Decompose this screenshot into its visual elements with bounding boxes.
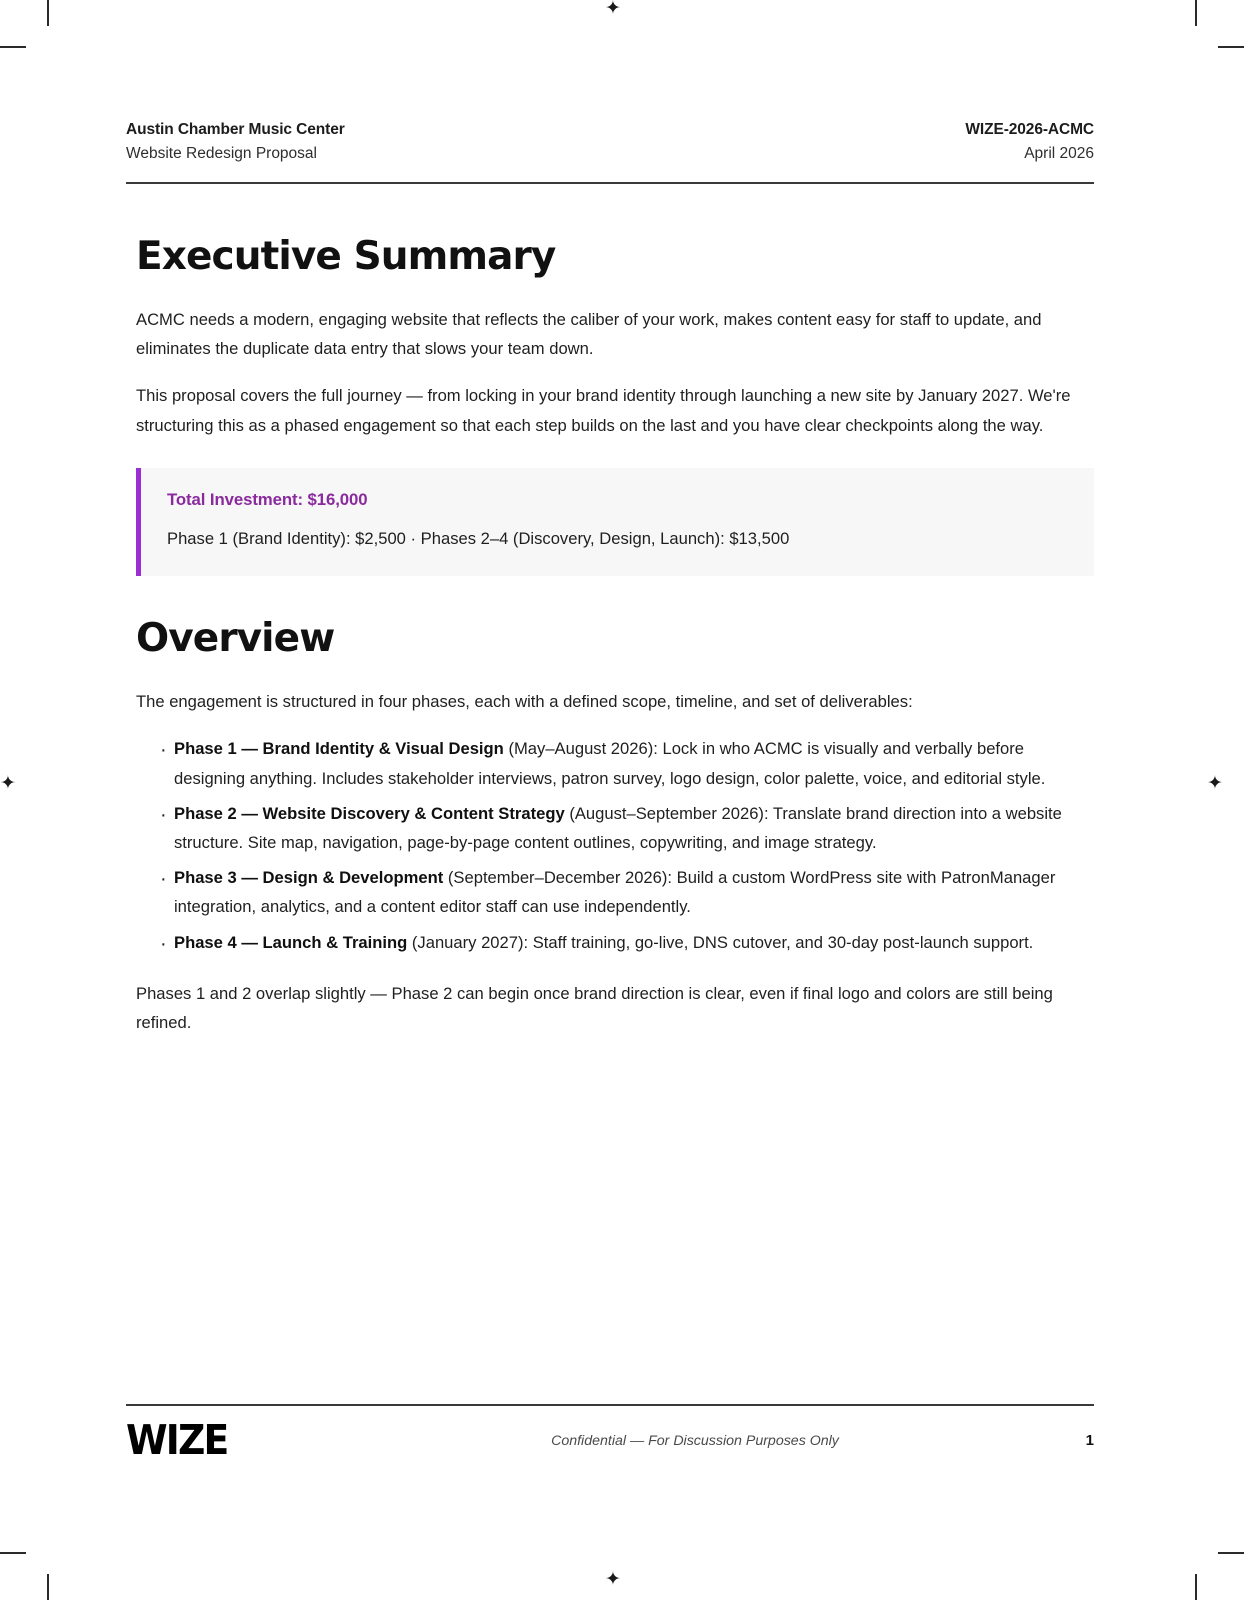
callout-title-total-investment: Total Investment: $16,000 xyxy=(167,489,368,509)
registration-mark-top: ✦ xyxy=(605,0,621,19)
document-subtitle: Website Redesign Proposal xyxy=(126,145,317,163)
phase-2-label: Phase 2 — Website Discovery & Content Strategy xyxy=(174,803,565,823)
executive-summary-paragraph-2: This proposal covers the full journey — from locking in your brand identity through launching a new site by January 2027. We're structuring this as a phased engagement so that each step builds on the last and you have clear checkpoints along the way. xyxy=(136,386,1071,435)
crop-mark-top-right-vertical xyxy=(1195,0,1197,26)
client-organization-name: Austin Chamber Music Center xyxy=(126,121,345,138)
document-reference-code: WIZE-2026-ACMC xyxy=(965,121,1094,138)
phase-1-body: (May–August 2026): Lock in who ACMC is visually and verbally before designing anything. Includes stakeholder interviews, patron survey, logo design, color palette, voice, and editorial style. xyxy=(174,739,1046,788)
executive-summary-paragraph-1: ACMC needs a modern, engaging website that reflects the caliber of your work, makes content easy for staff to update, and eliminates the duplicate data entry that slows your team down. xyxy=(136,309,1042,359)
section-heading-executive-summary: Executive Summary xyxy=(136,234,556,280)
list-item-phase-4 xyxy=(160,928,1094,957)
crop-mark-top-left-horizontal xyxy=(0,46,26,48)
phase-2-body: (August–September 2026): Translate brand direction into a website structure. Site map, navigation, page-by-page content outlines, copywriting, and image strategy. xyxy=(174,803,1062,852)
list-item-phase-1 xyxy=(160,734,1094,792)
section-heading-overview: Overview xyxy=(136,616,335,662)
page-number: 1 xyxy=(1085,1432,1094,1449)
registration-mark-left: ✦ xyxy=(0,772,16,794)
list-item-phase-3 xyxy=(160,863,1094,921)
page-content xyxy=(126,118,1094,1037)
document-header xyxy=(126,118,1094,184)
phase-4-label: Phase 4 — Launch & Training xyxy=(174,932,408,952)
header-right-block xyxy=(965,118,1094,166)
crop-mark-top-right-horizontal xyxy=(1218,46,1244,48)
crop-mark-top-left-vertical xyxy=(47,0,49,26)
document-date: April 2026 xyxy=(1024,145,1094,163)
document-footer xyxy=(126,1404,1094,1464)
wize-logo: WIZE xyxy=(126,1416,228,1464)
list-item-phase-2 xyxy=(160,799,1094,857)
registration-mark-bottom: ✦ xyxy=(605,1568,621,1590)
header-left-block xyxy=(126,118,345,166)
phase-list xyxy=(126,734,1094,956)
crop-mark-bottom-right-horizontal xyxy=(1218,1552,1244,1554)
total-investment-callout xyxy=(136,468,1094,577)
confidentiality-note: Confidential — For Discussion Purposes Only xyxy=(551,1432,839,1449)
callout-phase-cost-breakdown: Phase 1 (Brand Identity): $2,500 · Phases 2–4 (Discovery, Design, Launch): $13,500 xyxy=(167,528,790,548)
phase-3-label: Phase 3 — Design & Development xyxy=(174,868,444,888)
phase-1-label: Phase 1 — Brand Identity & Visual Design xyxy=(174,739,504,759)
registration-mark-right: ✦ xyxy=(1207,772,1223,794)
overview-intro-paragraph: The engagement is structured in four phases, each with a defined scope, timeline, and set of deliverables: xyxy=(136,692,913,712)
crop-mark-bottom-left-vertical xyxy=(47,1574,49,1600)
overview-closing-paragraph: Phases 1 and 2 overlap slightly — Phase 2 can begin once brand direction is clear, even if final logo and colors are still being refined. xyxy=(136,983,1053,1032)
crop-mark-bottom-right-vertical xyxy=(1195,1574,1197,1600)
crop-mark-bottom-left-horizontal xyxy=(0,1552,26,1554)
phase-4-body: (January 2027): Staff training, go-live, DNS cutover, and 30-day post-launch support. xyxy=(407,932,1034,952)
phase-3-body: (September–December 2026): Build a custom WordPress site with PatronManager integration, analytics, and a content editor staff can use independently. xyxy=(174,868,1056,917)
